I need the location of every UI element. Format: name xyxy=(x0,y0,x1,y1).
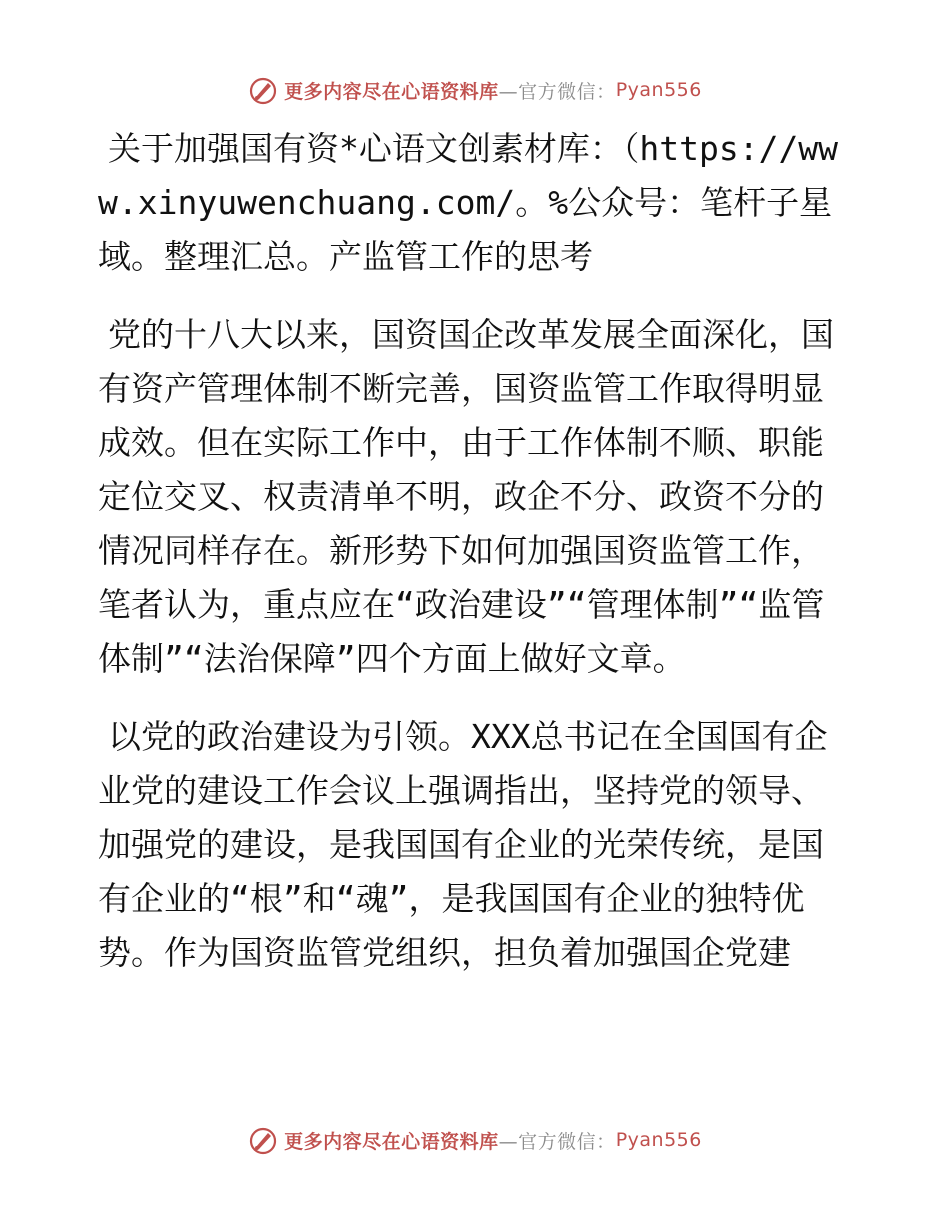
header-banner xyxy=(0,70,950,110)
logo-icon xyxy=(248,1125,278,1155)
banner-separator: —官方微信： xyxy=(498,1130,616,1153)
banner-text: 更多内容尽在心语资料库 xyxy=(284,80,499,103)
document-body xyxy=(98,122,850,1004)
banner-separator: —官方微信： xyxy=(498,80,616,103)
footer-banner xyxy=(0,1120,950,1160)
paragraph-political-building: 以党的政治建设为引领。XXX总书记在全国国有企业党的建设工作会议上强调指出，坚持党的领导、加强党的建设，是我国国有企业的光荣传统，是国有企业的“根”和“魂”，是我国国有企业的独特优势。作为国资监管党组织，担负着加强国企党建 xyxy=(98,717,828,972)
banner-text: 更多内容尽在心语资料库 xyxy=(284,1130,499,1153)
banner-wechat-id: Pyan556 xyxy=(615,1129,702,1151)
paragraph-title: 关于加强国有资*心语文创素材库：（https://www.xinyuwenchuang.com/。%公众号：笔杆子星域。整理汇总。产监管工作的思考 xyxy=(98,129,839,276)
logo-icon xyxy=(248,75,278,105)
banner-wechat-id: Pyan556 xyxy=(615,79,702,101)
paragraph-intro: 党的十八大以来，国资国企改革发展全面深化，国有资产管理体制不断完善，国资监管工作取得明显成效。但在实际工作中，由于工作体制不顺、职能定位交叉、权责清单不明，政企不分、政资不分的情况同样存在。新形势下如何加强国资监管工作，笔者认为，重点应在“政治建设”“管理体制”“监管体制”“法治保障”四个方面上做好文章。 xyxy=(98,315,834,678)
